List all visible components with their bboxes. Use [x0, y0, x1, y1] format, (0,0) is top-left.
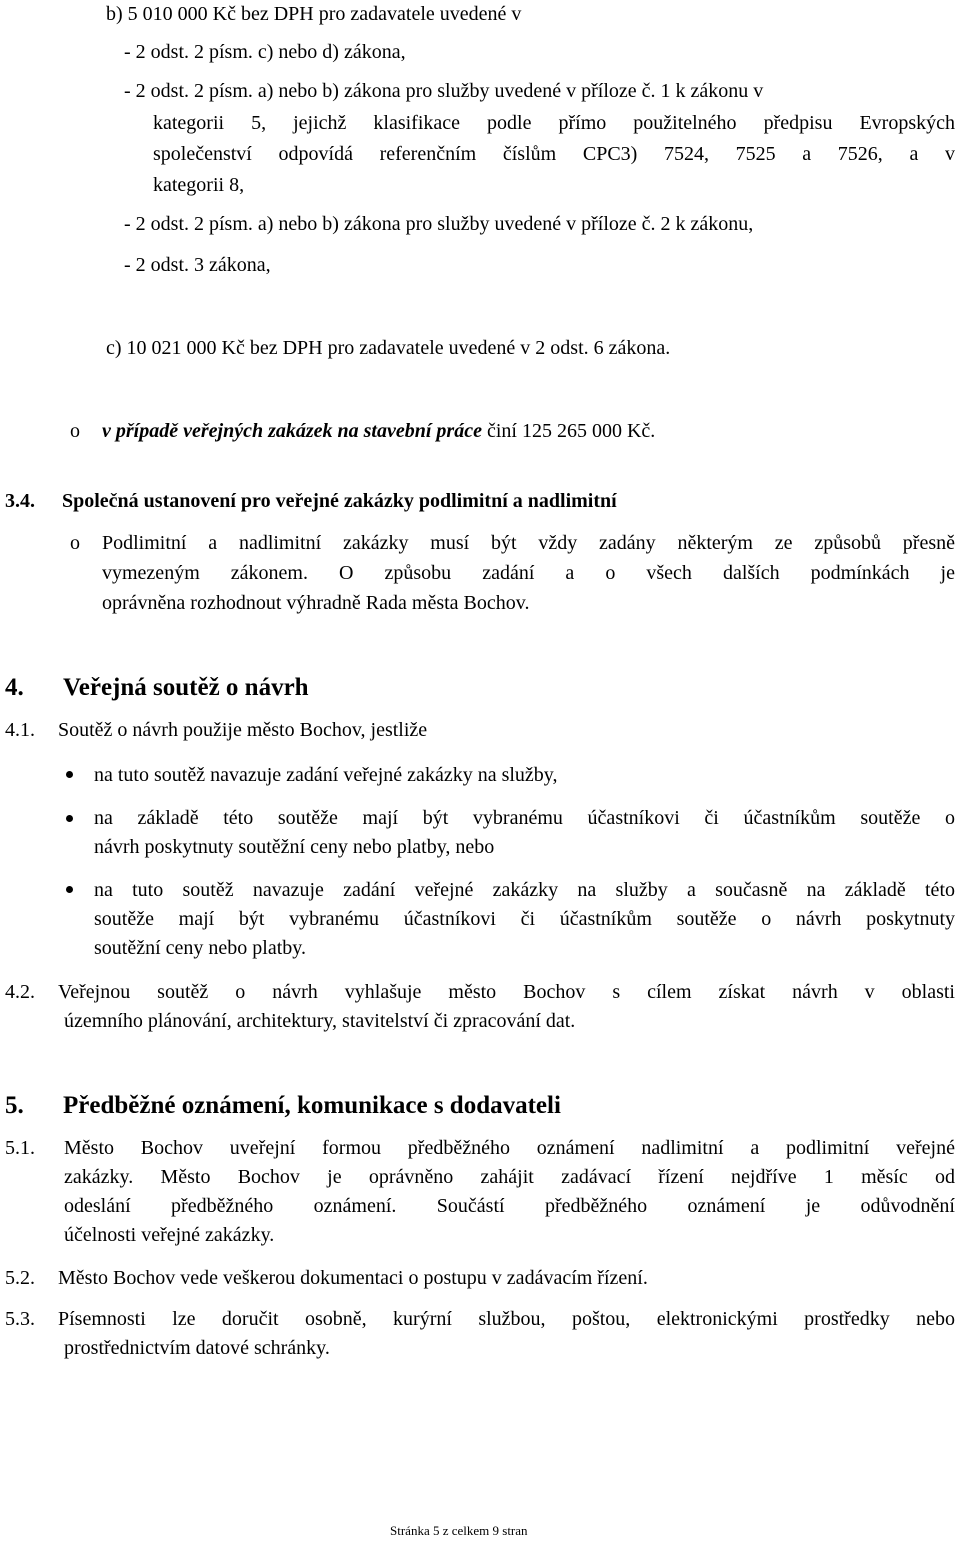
- section-5-2-text: Město Bochov vede veškerou dokumentaci o postupu v zadávacím řízení.: [58, 1267, 648, 1289]
- item-o-rest: činí 125 265 000 Kč.: [481, 420, 656, 442]
- item-b-sub4: - 2 odst. 3 zákona,: [124, 254, 271, 276]
- section-3-4-title: Společná ustanovení pro veřejné zakázky podlimitní a nadlimitní: [62, 490, 617, 512]
- section-3-4-line1: Podlimitní a nadlimitní zakázky musí být vždy zadány některým ze způsobů přesně: [102, 532, 955, 554]
- bullet-3-line2: soutěže mají být vybranému účastníkovi či účastníkům soutěže o návrh poskytnuty: [94, 908, 955, 930]
- item-o-italic: v případě veřejných zakázek na stavební práce: [102, 420, 482, 442]
- section-5-1-number: 5.1.: [5, 1137, 35, 1159]
- item-b-sub2-line4: kategorii 8,: [153, 174, 245, 196]
- section-3-4-line2: vymezeným zákonem. O způsobu zadání a o všech dalších podmínkách je: [102, 562, 955, 584]
- section-5-title: Předběžné oznámení, komunikace s dodavateli: [63, 1092, 561, 1119]
- section-5-1-line3: odeslání předběžného oznámení. Součástí předběžného oznámení je odůvodnění: [64, 1195, 955, 1217]
- section-4-1-number: 4.1.: [5, 719, 35, 741]
- bullet-3-line1: na tuto soutěž navazuje zadání veřejné zakázky na služby a současně na základě této: [94, 879, 955, 901]
- section-4-2-number: 4.2.: [5, 981, 35, 1003]
- item-b-sub2-line3: společenství odpovídá referenčním číslům CPC3) 7524, 7525 a 7526, a v: [153, 143, 955, 165]
- bullet-dot: [66, 815, 73, 822]
- bullet-o-marker: o: [70, 420, 80, 442]
- bullet-3-line3: soutěžní ceny nebo platby.: [94, 937, 306, 959]
- item-c-line: c) 10 021 000 Kč bez DPH pro zadavatele uvedené v 2 odst. 6 zákona.: [106, 337, 671, 359]
- item-b-sub2-line1: - 2 odst. 2 písm. a) nebo b) zákona pro služby uvedené v příloze č. 1 k zákonu v: [124, 80, 764, 102]
- section-5-3-line2: prostřednictvím datové schránky.: [64, 1337, 330, 1359]
- item-b-sub2-line2: kategorii 5, jejichž klasifikace podle přímo použitelného předpisu Evropských: [153, 112, 955, 134]
- page-footer: Stránka 5 z celkem 9 stran: [390, 1523, 528, 1538]
- section-4-1-text: Soutěž o návrh použije město Bochov, jestliže: [58, 719, 428, 741]
- section-3-4-number: 3.4.: [5, 490, 35, 512]
- bullet-1-line1: na tuto soutěž navazuje zadání veřejné zakázky na služby,: [94, 764, 558, 786]
- section-4-number: 4.: [5, 674, 24, 701]
- section-3-4-line3: oprávněna rozhodnout výhradně Rada města Bochov.: [102, 592, 530, 614]
- section-5-1-line4: účelnosti veřejné zakázky.: [64, 1224, 275, 1246]
- section-4-2-line1: Veřejnou soutěž o návrh vyhlašuje město Bochov s cílem získat návrh v oblasti: [58, 981, 955, 1003]
- bullet-dot: [66, 886, 73, 893]
- section-5-3-line1: Písemnosti lze doručit osobně, kurýrní službou, poštou, elektronickými prostředky nebo: [58, 1308, 955, 1330]
- item-b-sub1: - 2 odst. 2 písm. c) nebo d) zákona,: [124, 41, 406, 63]
- section-5-3-number: 5.3.: [5, 1308, 35, 1330]
- bullet-o-marker-3-4: o: [70, 532, 80, 554]
- section-4-2-line2: územního plánování, architektury, stavitelství či zpracování dat.: [64, 1010, 576, 1032]
- bullet-2-line1: na základě této soutěže mají být vybranému účastníkovi či účastníkům soutěže o: [94, 807, 955, 829]
- section-5-1-line2: zakázky. Město Bochov je oprávněno zahájit zadávací řízení nejdříve 1 měsíc od: [64, 1166, 955, 1188]
- item-b-line: b) 5 010 000 Kč bez DPH pro zadavatele uvedené v: [106, 3, 522, 25]
- section-5-2-number: 5.2.: [5, 1267, 35, 1289]
- section-4-title: Veřejná soutěž o návrh: [63, 674, 309, 701]
- item-o-stavebni-prace: [102, 419, 655, 443]
- section-5-1-line1: Město Bochov uveřejní formou předběžného oznámení nadlimitní a podlimitní veřejné: [64, 1137, 955, 1159]
- bullet-2-line2: návrh poskytnuty soutěžní ceny nebo platby, nebo: [94, 836, 495, 858]
- item-b-sub3: - 2 odst. 2 písm. a) nebo b) zákona pro služby uvedené v příloze č. 2 k zákonu,: [124, 213, 754, 235]
- section-5-number: 5.: [5, 1092, 24, 1119]
- bullet-dot: [66, 771, 73, 778]
